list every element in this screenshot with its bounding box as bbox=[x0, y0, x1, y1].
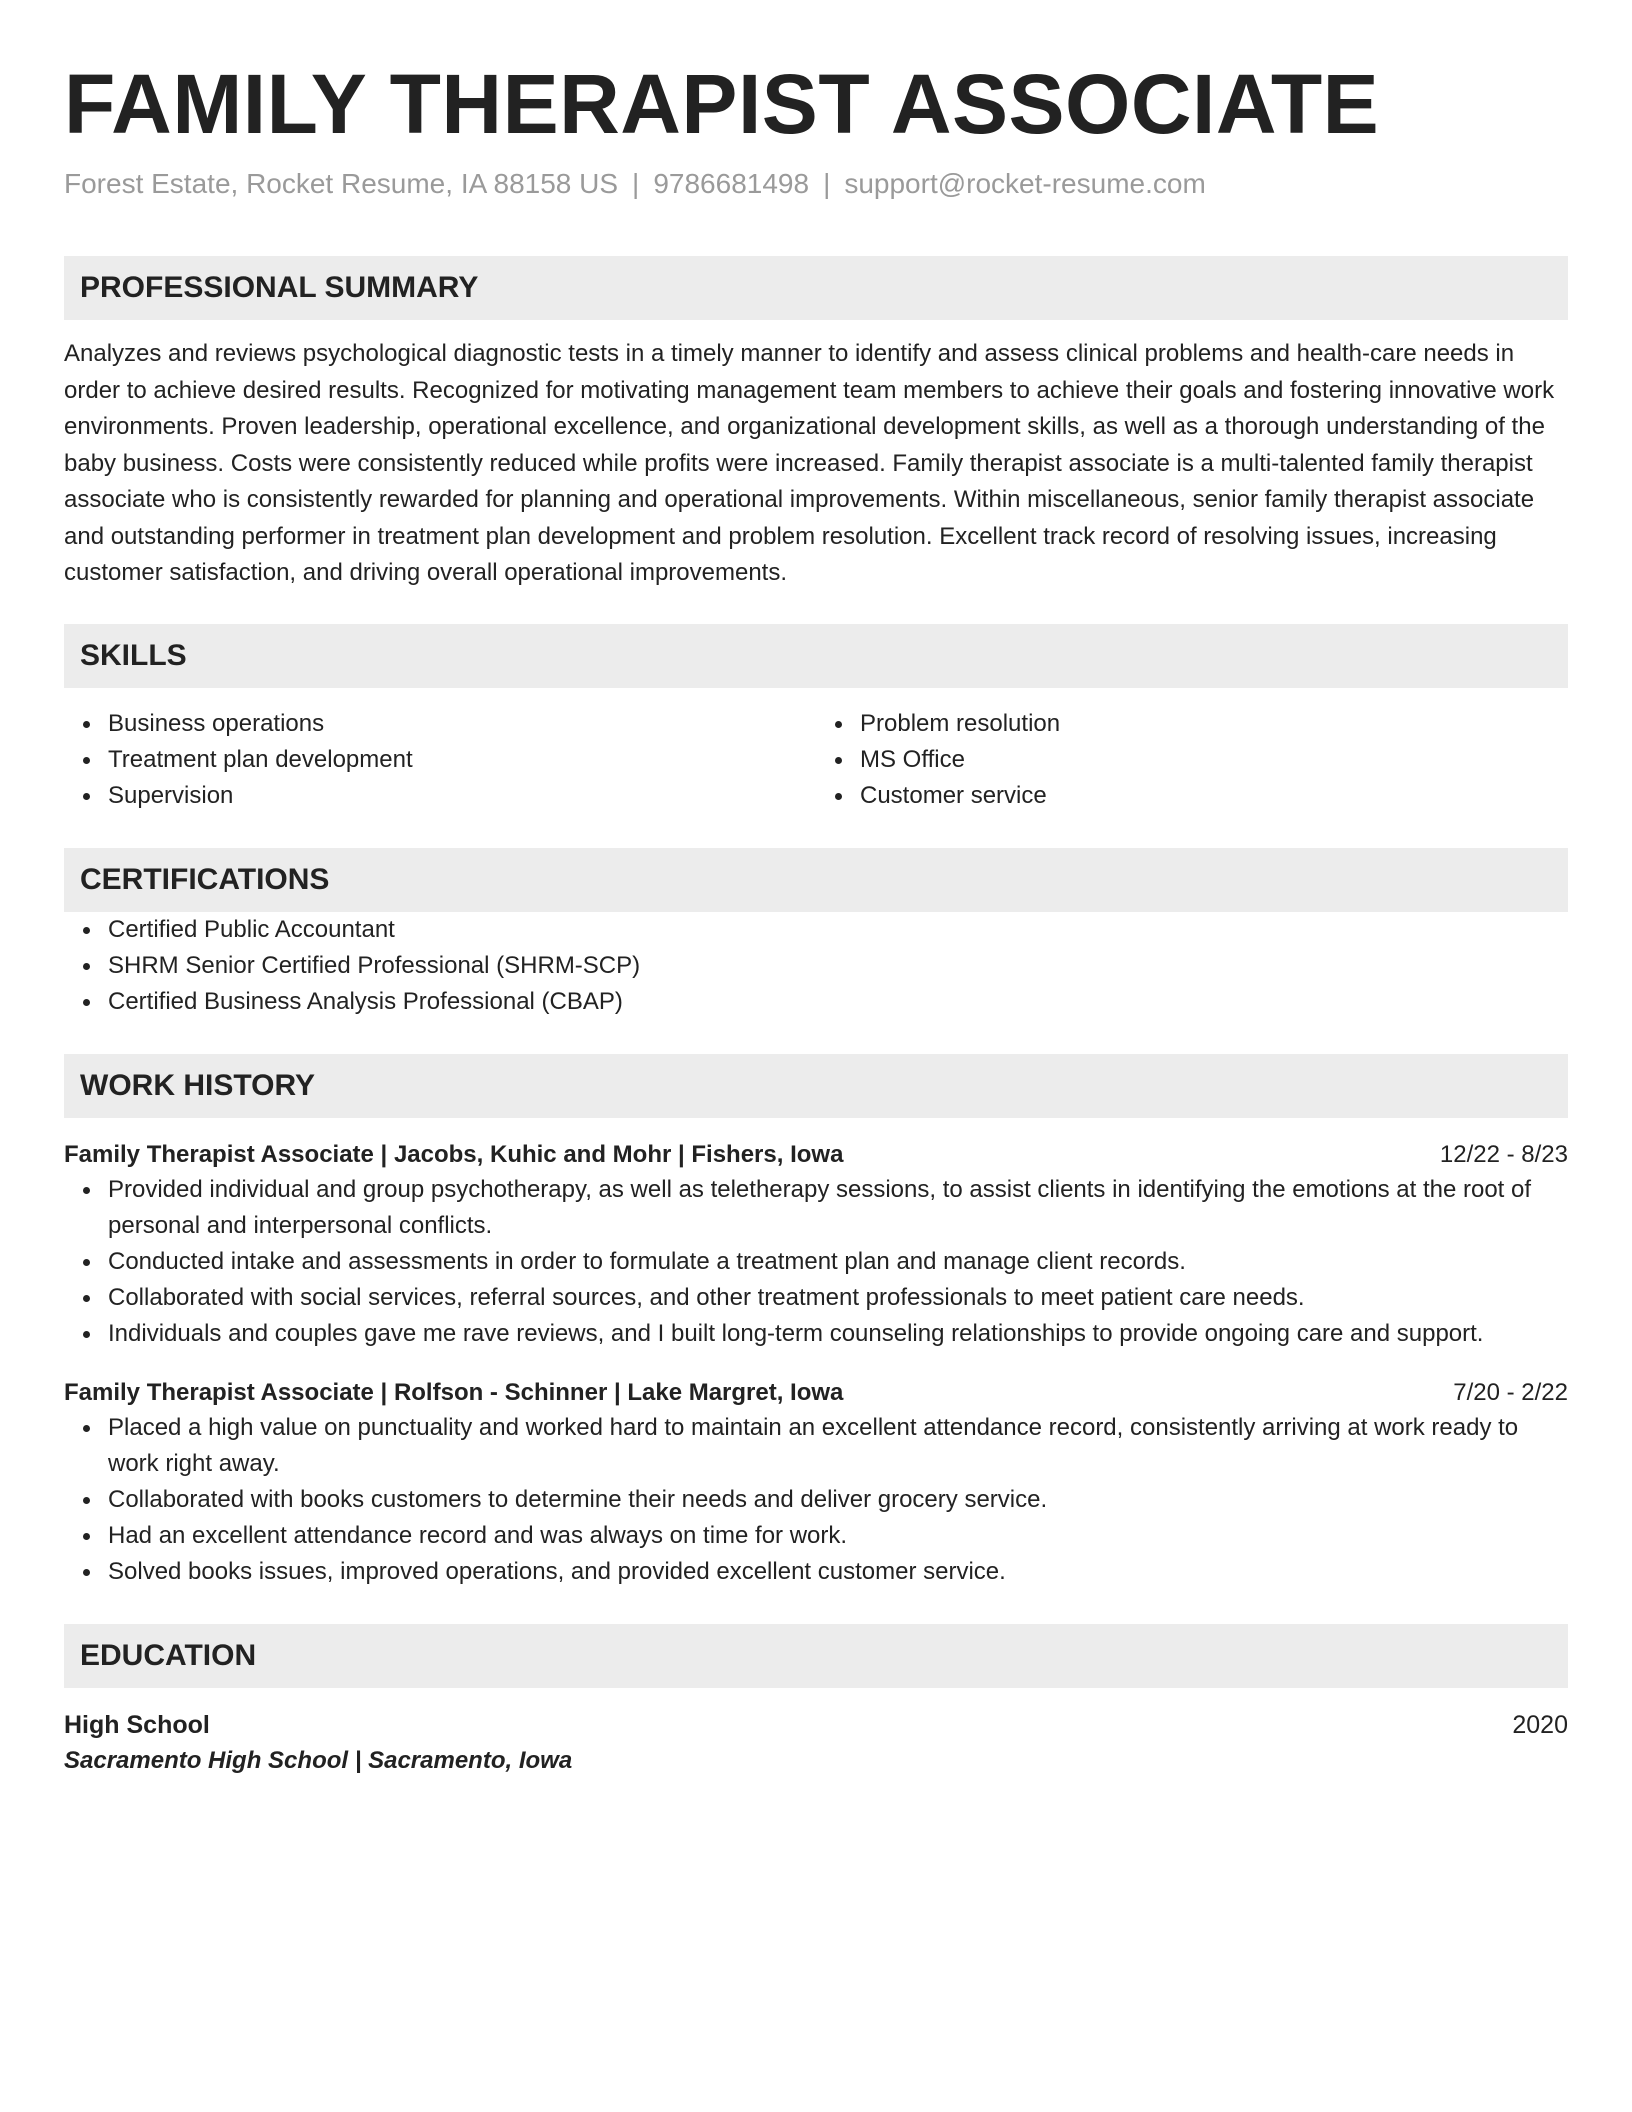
contact-separator: | bbox=[823, 168, 831, 199]
job-entry bbox=[64, 1138, 1568, 1352]
job-title-row bbox=[64, 1138, 1568, 1172]
skill-item: Treatment plan development bbox=[108, 742, 816, 778]
certifications-list bbox=[64, 912, 1568, 1020]
job-title: Family Therapist Associate | Rolfson - Schinner | Lake Margret, Iowa bbox=[64, 1378, 844, 1406]
skills-column-right bbox=[816, 706, 1568, 814]
skills-heading: SKILLS bbox=[64, 624, 1568, 688]
skill-item: Supervision bbox=[108, 778, 816, 814]
contact-phone: 9786681498 bbox=[653, 168, 810, 199]
certifications-heading: CERTIFICATIONS bbox=[64, 848, 1568, 912]
job-duty: Provided individual and group psychotherapy, as well as teletherapy sessions, to assist clients in identifying the emotions at the root of personal and interpersonal conflicts. bbox=[108, 1172, 1568, 1244]
summary-text: Analyzes and reviews psychological diagnostic tests in a timely manner to identify and assess clinical problems and health-care needs in order to achieve desired results. Recognized for motivating management team members to achieve their goals and fostering innovative work environments. Proven leadership, operational excellence, and organizational development skills, as well as a thorough understanding of the baby business. Costs were consistently reduced while profits were increased. Family therapist associate is a multi-talented family therapist associate who is consistently rewarded for planning and operational improvements. Within miscellaneous, senior family therapist associate and outstanding performer in treatment plan development and problem resolution. Excellent track record of resolving issues, increasing customer satisfaction, and driving overall operational improvements. bbox=[64, 340, 1555, 586]
job-title-row bbox=[64, 1376, 1568, 1410]
skill-item: Customer service bbox=[860, 778, 1568, 814]
job-entry bbox=[64, 1376, 1568, 1590]
summary-heading: PROFESSIONAL SUMMARY bbox=[64, 256, 1568, 320]
contact-email: support@rocket-resume.com bbox=[844, 168, 1206, 199]
skill-item: Problem resolution bbox=[860, 706, 1568, 742]
education-degree: High School bbox=[64, 1710, 210, 1739]
job-duty: Placed a high value on punctuality and worked hard to maintain an excellent attendance record, consistently arriving at work ready to work right away. bbox=[108, 1410, 1568, 1482]
certification-item: Certified Public Accountant bbox=[108, 912, 1568, 948]
skill-item: MS Office bbox=[860, 742, 1568, 778]
job-duty: Had an excellent attendance record and was always on time for work. bbox=[108, 1518, 1568, 1554]
job-dates: 7/20 - 2/22 bbox=[1453, 1378, 1568, 1406]
education-school: Sacramento High School | Sacramento, Iowa bbox=[64, 1746, 573, 1774]
job-duty: Collaborated with social services, referral sources, and other treatment professionals to meet patient care needs. bbox=[108, 1280, 1568, 1316]
contact-address: Forest Estate, Rocket Resume, IA 88158 US bbox=[64, 168, 619, 199]
job-duties-list bbox=[64, 1172, 1568, 1352]
contact-line bbox=[64, 164, 1568, 204]
job-duty: Individuals and couples gave me rave reviews, and I built long-term counseling relationships to provide ongoing care and support. bbox=[108, 1316, 1568, 1352]
education-row bbox=[64, 1708, 1568, 1742]
job-duties-list bbox=[64, 1410, 1568, 1590]
job-duty: Collaborated with books customers to determine their needs and deliver grocery service. bbox=[108, 1482, 1568, 1518]
job-dates: 12/22 - 8/23 bbox=[1439, 1140, 1568, 1168]
skill-item: Business operations bbox=[108, 706, 816, 742]
certification-item: Certified Business Analysis Professional (CBAP) bbox=[108, 984, 1568, 1020]
skills-column-left bbox=[64, 706, 816, 814]
certification-item: SHRM Senior Certified Professional (SHRM-SCP) bbox=[108, 948, 1568, 984]
job-duty: Conducted intake and assessments in order to formulate a treatment plan and manage client records. bbox=[108, 1244, 1568, 1280]
job-title: Family Therapist Associate | Jacobs, Kuhic and Mohr | Fishers, Iowa bbox=[64, 1140, 844, 1168]
contact-separator: | bbox=[632, 168, 640, 199]
job-duty: Solved books issues, improved operations, and provided excellent customer service. bbox=[108, 1554, 1568, 1590]
candidate-name: FAMILY THERAPIST ASSOCIATE bbox=[64, 57, 1380, 151]
education-year: 2020 bbox=[1512, 1710, 1568, 1739]
skills-list bbox=[64, 706, 1568, 814]
work-history-heading: WORK HISTORY bbox=[64, 1054, 1568, 1118]
education-heading: EDUCATION bbox=[64, 1624, 1568, 1688]
